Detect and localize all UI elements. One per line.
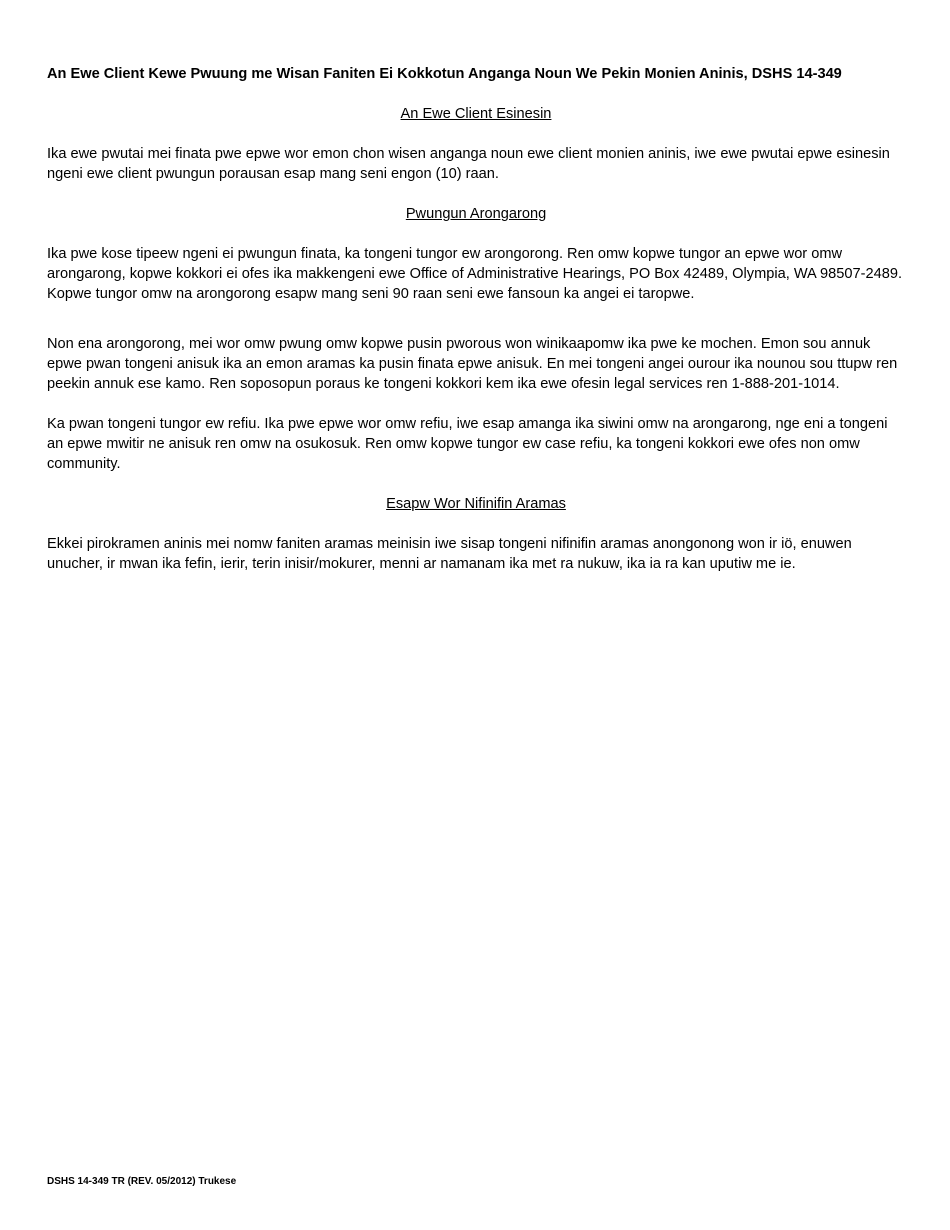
section-heading-text: Esapw Wor Nifinifin Aramas xyxy=(386,496,566,512)
paragraph-client-notice: Ika ewe pwutai mei finata pwe epwe wor emon chon wisen anganga noun ewe client monien aninis, iwe ewe pwutai epwe esinesin ngeni ewe client pwungun porausan esap mang seni engon (10) raan. xyxy=(47,146,890,182)
section-heading-hearing-rights xyxy=(47,204,905,224)
document-title: An Ewe Client Kewe Pwuung me Wisan Faniten Ei Kokkotun Anganga Noun We Pekin Monien Aninis, DSHS 14-349 xyxy=(47,66,842,82)
paragraph-hearing-request: Ika pwe kose tipeew ngeni ei pwungun finata, ka tongeni tungor ew arongorong. Ren omw kopwe tungor an epwe wor omw arongarong, kopwe kokkori ei ofes ika makkengeni ewe Office of Administrative Hearings, PO Box 42489, Olympia, WA 98507-2489. Kopwe tungor omw na arongorong esapw mang seni 90 raan seni ewe fansoun ka angei ei taropwe. xyxy=(47,246,902,302)
section-heading-client-notice xyxy=(47,104,905,124)
document-page xyxy=(47,64,905,594)
section-heading-text: An Ewe Client Esinesin xyxy=(400,106,552,122)
section-heading-nondiscrimination xyxy=(47,494,905,514)
section-heading-text: Pwungun Arongarong xyxy=(405,206,547,222)
paragraph-review-request: Ka pwan tongeni tungor ew refiu. Ika pwe epwe wor omw refiu, iwe esap amanga ika siwini omw na arongarong, nge eni a tongeni an epwe mwitir ne anisuk ren omw na osukosuk. Ren omw kopwe tungor ew case refiu, ka tongeni kokkori ewe ofes non omw community. xyxy=(47,416,888,472)
paragraph-hearing-representation: Non ena arongorong, mei wor omw pwung omw kopwe pusin pworous won winikaapomw ika pwe ke mochen. Emon sou annuk epwe pwan tongeni anisuk ika an emon aramas ka pusin finata epwe anisuk. En mei tongeni angei ourour ika nounou sou ttupw ren peekin annuk ese kamo. Ren soposopun poraus ke tongeni kokkori kem ika ewe ofesin legal services ren 1-888-201-1014. xyxy=(47,336,898,392)
paragraph-nondiscrimination: Ekkei pirokramen aninis mei nomw faniten aramas meinisin iwe sisap tongeni nifinifin aramas anongonong won ir iö, enuwen unucher, ir mwan ika fefin, ierir, terin inisir/mokurer, menni ar namanam ika met ra nukuw, ika ia ra kan uputiw me ie. xyxy=(47,536,852,572)
form-footer-id: DSHS 14-349 TR (REV. 05/2012) Trukese xyxy=(47,1176,237,1187)
